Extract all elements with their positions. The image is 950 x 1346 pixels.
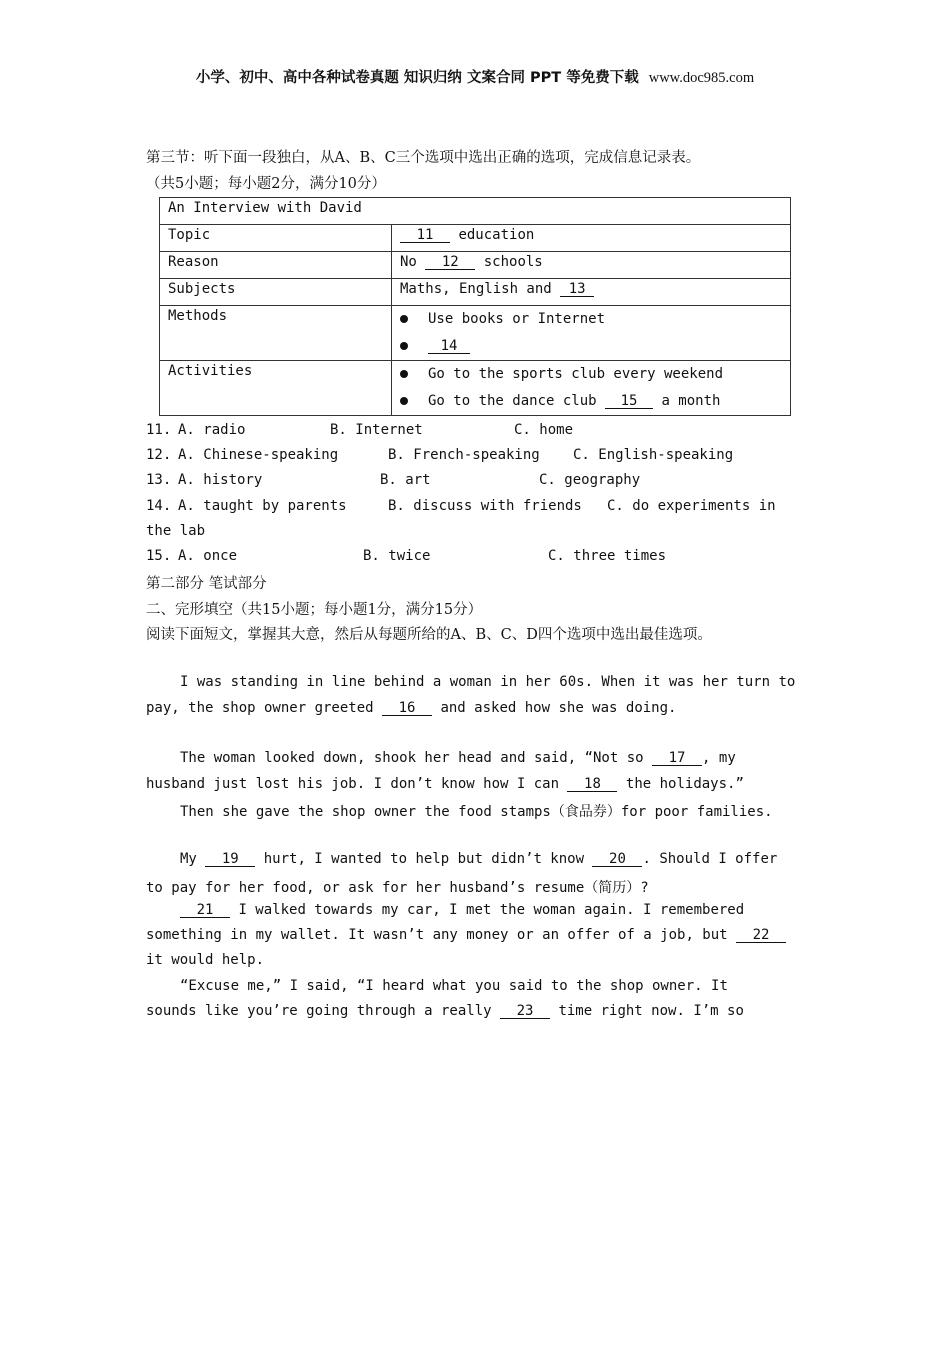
text: and asked how she was doing. (440, 700, 677, 716)
text: the holidays.” (625, 776, 744, 792)
table-row (160, 306, 791, 361)
cloze-section-title: 二、完形填空（共15小题；每小题1分，满分15分） (146, 602, 483, 618)
blank-19[interactable]: 19 (205, 852, 255, 867)
question-number: 13. (146, 472, 172, 488)
part2-title: 第二部分 笔试部分 (146, 576, 267, 592)
bullet-icon (400, 397, 408, 405)
option-c[interactable]: C. home (514, 422, 574, 438)
text: hurt, I wanted to help but didn’t know (263, 851, 585, 867)
blank-12[interactable]: 12 (425, 255, 475, 270)
passage-p4-line1 (180, 851, 777, 867)
subjects-value (392, 279, 791, 306)
question-15-options (146, 548, 667, 564)
blank-14[interactable]: 14 (428, 339, 470, 354)
option-c[interactable]: C. do experiments in (607, 498, 776, 514)
subjects-prefix: Maths, English and (400, 281, 552, 297)
text: , my (702, 750, 736, 766)
text: something in my wallet. It wasn’t any money or an offer of a job, but (146, 927, 728, 943)
blank-20[interactable]: 20 (592, 852, 642, 867)
passage-p4-line2: to pay for her food, or ask for her husband’s resume（简历）? (146, 880, 649, 896)
text: I walked towards my car, I met the woman again. I remembered (238, 902, 745, 918)
option-b[interactable]: B. twice (363, 548, 431, 564)
question-13-options (146, 472, 641, 488)
option-a[interactable]: A. Chinese-speaking (178, 447, 339, 463)
activities-item-2 (400, 388, 782, 415)
passage-p1-line2 (146, 700, 676, 716)
activities-item-2-prefix: Go to the dance club (428, 393, 597, 409)
blank-18[interactable]: 18 (567, 777, 617, 792)
option-a[interactable]: A. once (178, 548, 238, 564)
methods-label: Methods (160, 306, 392, 361)
passage-p5-line1 (180, 902, 744, 918)
table-row (160, 361, 791, 416)
question-number: 14. (146, 498, 172, 514)
topic-suffix: education (458, 227, 535, 243)
activities-item-1-text: Go to the sports club every weekend (428, 366, 724, 382)
text: The woman looked down, shook her head and said, “Not so (180, 750, 644, 766)
subjects-label: Subjects (160, 279, 392, 306)
blank-11[interactable]: 11 (400, 228, 450, 243)
bullet-icon (400, 315, 408, 323)
passage-p6-line1: “Excuse me,” I said, “I heard what you said to the shop owner. It (180, 978, 728, 994)
text: time right now. I’m so (558, 1003, 744, 1019)
table-row (160, 198, 791, 225)
question-number: 15. (146, 548, 172, 564)
reason-suffix: schools (483, 254, 543, 270)
table-row (160, 252, 791, 279)
option-a[interactable]: A. history (178, 472, 263, 488)
activities-value (392, 361, 791, 416)
blank-13[interactable]: 13 (560, 282, 594, 297)
passage-p6-line2 (146, 1003, 744, 1019)
question-14-options (146, 498, 776, 514)
table-title: An Interview with David (160, 198, 791, 225)
blank-17[interactable]: 17 (652, 751, 702, 766)
methods-item-2 (400, 333, 782, 360)
passage-p2-line2 (146, 776, 744, 792)
option-a[interactable]: A. radio (178, 422, 246, 438)
option-b[interactable]: B. art (380, 472, 431, 488)
option-c[interactable]: C. English-speaking (573, 447, 734, 463)
reason-value (392, 252, 791, 279)
reason-prefix: No (400, 254, 417, 270)
methods-value (392, 306, 791, 361)
reason-label: Reason (160, 252, 392, 279)
option-a[interactable]: A. taught by parents (178, 498, 347, 514)
bullet-icon (400, 370, 408, 378)
table-row (160, 279, 791, 306)
text: . Should I offer (642, 851, 778, 867)
topic-label: Topic (160, 225, 392, 252)
section3-instruction-line2: （共5小题；每小题2分，满分10分） (146, 176, 386, 192)
question-number: 12. (146, 447, 172, 463)
header-url[interactable]: www.doc985.com (648, 70, 755, 86)
passage-p2-line1 (180, 750, 736, 766)
methods-item-1-text: Use books or Internet (428, 311, 606, 327)
passage-p5-line3: it would help. (146, 952, 265, 968)
blank-23[interactable]: 23 (500, 1004, 550, 1019)
option-b[interactable]: B. French-speaking (388, 447, 540, 463)
blank-21[interactable]: 21 (180, 903, 230, 918)
text: sounds like you’re going through a really (146, 1003, 492, 1019)
page-header (0, 66, 950, 87)
passage-p1-line1: I was standing in line behind a woman in her 60s. When it was her turn to (180, 674, 796, 690)
text: pay, the shop owner greeted (146, 700, 374, 716)
bullet-icon (400, 342, 408, 350)
passage-p3-line1: Then she gave the shop owner the food stamps（食品券）for poor families. (180, 804, 773, 820)
option-b[interactable]: B. Internet (330, 422, 423, 438)
activities-item-2-suffix: a month (661, 393, 721, 409)
activities-item-1 (400, 361, 782, 388)
blank-15[interactable]: 15 (605, 394, 653, 409)
methods-item-1 (400, 306, 782, 333)
option-b[interactable]: B. discuss with friends (388, 498, 582, 514)
activities-label: Activities (160, 361, 392, 416)
blank-22[interactable]: 22 (736, 928, 786, 943)
text: My (180, 851, 197, 867)
cloze-instruction: 阅读下面短文，掌握其大意，然后从每题所给的A、B、C、D四个选项中选出最佳选项。 (146, 627, 712, 643)
topic-value (392, 225, 791, 252)
question-14-continuation: the lab (146, 523, 206, 539)
blank-16[interactable]: 16 (382, 701, 432, 716)
question-11-options (146, 422, 574, 438)
info-record-table (159, 197, 791, 416)
section3-instruction-line1: 第三节：听下面一段独白，从A、B、C三个选项中选出正确的选项，完成信息记录表。 (146, 150, 701, 166)
option-c[interactable]: C. three times (548, 548, 667, 564)
text: husband just lost his job. I don’t know how I can (146, 776, 560, 792)
question-12-options (146, 447, 734, 463)
table-row (160, 225, 791, 252)
question-number: 11. (146, 422, 172, 438)
header-text: 小学、初中、高中各种试卷真题 知识归纳 文案合同 PPT 等免费下载 (195, 70, 639, 86)
passage-p5-line2 (146, 927, 786, 943)
option-c[interactable]: C. geography (539, 472, 641, 488)
